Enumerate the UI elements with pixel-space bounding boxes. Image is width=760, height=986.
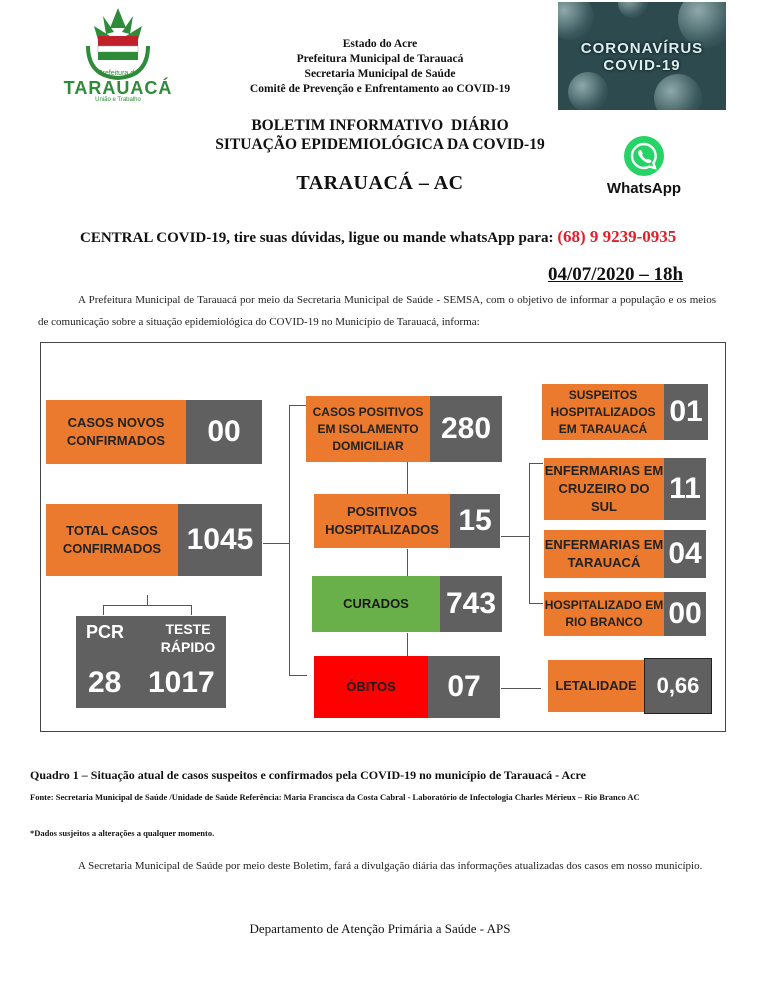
bracket — [191, 605, 192, 615]
source-note: Fonte: Secretaria Municipal de Saúde /Unidade de Saúde Referência: Maria Francisca da Costa Cabral - Laboratório de Infectologia Charles Mérieux – Rio Branco AC — [30, 792, 640, 802]
teste-rapido-value: 1017 — [148, 666, 215, 699]
obitos-value: 07 — [428, 656, 500, 718]
connector — [289, 405, 290, 675]
casos-novos-value: 00 — [186, 400, 262, 464]
closing-paragraph: A Secretaria Municipal de Saúde por meio deste Boletim, fará a divulgação diária das informações atualizadas dos casos em nosso município. — [78, 860, 703, 872]
central-covid-line — [80, 227, 676, 247]
connector — [529, 603, 543, 604]
header-prefeitura: Prefeitura Municipal de Tarauacá — [296, 53, 464, 65]
whatsapp-label: WhatsApp — [606, 180, 682, 197]
bulletin-date: 04/07/2020 – 18h — [548, 264, 684, 285]
total-casos-label: TOTAL CASOS CONFIRMADOS — [46, 504, 178, 576]
isolamento-value: 280 — [430, 396, 502, 462]
isolamento-label: CASOS POSITIVOS EM ISOLAMENTO DOMICILIAR — [306, 396, 430, 462]
connector — [289, 675, 307, 676]
coronavirus-banner — [558, 2, 726, 110]
suspeitos-value: 01 — [664, 384, 708, 440]
bulletin-title-line2: SITUAÇÃO EPIDEMIOLÓGICA DA COVID-19 — [215, 136, 545, 153]
footer-department: Departamento de Atenção Primária a Saúde - APS — [249, 921, 511, 936]
cruzeiro-value: 11 — [664, 458, 706, 520]
data-disclaimer: *Dados susjeitos a alterações a qualquer momento. — [30, 828, 215, 838]
pcr-value: 28 — [88, 666, 122, 699]
connector — [263, 543, 289, 544]
bracket — [147, 595, 148, 605]
enfermarias-tarauaca-label: ENFERMARIAS EM TARAUACÁ — [544, 530, 664, 578]
curados-value: 743 — [440, 576, 502, 632]
header-secretaria: Secretaria Municipal de Saúde — [304, 68, 456, 80]
hospitalizados-label: POSITIVOS HOSPITALIZADOS — [314, 494, 450, 548]
enfermarias-tarauaca-value: 04 — [664, 530, 706, 578]
quadro-caption: Quadro 1 – Situação atual de casos suspeitos e confirmados pela COVID-19 no município de Tarauacá - Acre — [30, 768, 586, 782]
connector — [529, 463, 530, 603]
rio-branco-label: HOSPITALIZADO EM RIO BRANCO — [544, 592, 664, 636]
connector — [529, 463, 543, 464]
obitos-label: ÓBITOS — [314, 656, 428, 718]
arrow-line — [501, 688, 541, 689]
bulletin-title-line1: BOLETIM INFORMATIVO DIÁRIO — [251, 117, 509, 134]
curados-label: CURADOS — [312, 576, 440, 632]
letalidade-label: LETALIDADE — [548, 660, 644, 712]
suspeitos-label: SUSPEITOS HOSPITALIZADOS EM TARAUACÁ — [542, 384, 664, 440]
teste-rapido-label: TESTE RÁPIDO — [160, 621, 216, 655]
logo-motto: União e Trabalho — [95, 97, 141, 103]
casos-novos-label: CASOS NOVOS CONFIRMADOS — [46, 400, 186, 464]
central-text: CENTRAL COVID-19, tire suas dúvidas, ligue ou mande whatsApp para: — [80, 230, 558, 246]
bracket — [103, 605, 104, 615]
covid-label-line1: CORONAVÍRUS — [580, 40, 704, 57]
arrow-line — [407, 549, 408, 577]
rio-branco-value: 00 — [664, 592, 706, 636]
header-state: Estado do Acre — [342, 38, 418, 50]
bulletin-title — [130, 116, 630, 154]
whatsapp-icon — [624, 136, 664, 176]
logo-small-text: Prefeitura de — [97, 70, 139, 77]
pcr-label: PCR — [86, 622, 125, 642]
central-phone: (68) 9 9239-0935 — [557, 227, 677, 246]
total-casos-value: 1045 — [178, 504, 262, 576]
covid-label-line2: COVID-19 — [603, 57, 681, 74]
connector — [501, 536, 529, 537]
header-comite: Comitê de Prevenção e Enfrentamento ao COVID-19 — [249, 83, 511, 95]
whatsapp-logo — [596, 134, 692, 206]
hospitalizados-value: 15 — [450, 494, 500, 548]
bracket — [103, 605, 191, 606]
cruzeiro-label: ENFERMARIAS EM CRUZEIRO DO SUL — [544, 458, 664, 520]
intro-paragraph: A Prefeitura Municipal de Tarauacá por meio da Secretaria Municipal de Saúde - SEMSA, com o objetivo de informar a população e os meios de comunicação sobre a situação epidemiológica do COVID-19 no Município de Tarauacá, informa: — [38, 294, 716, 328]
city-title: TARAUACÁ – AC — [296, 172, 464, 194]
logo-wordmark: TARAUACÁ — [63, 78, 173, 98]
arrow-line — [407, 457, 408, 495]
connector — [289, 405, 307, 406]
letalidade-value: 0,66 — [644, 658, 712, 714]
tests-box — [76, 616, 226, 708]
